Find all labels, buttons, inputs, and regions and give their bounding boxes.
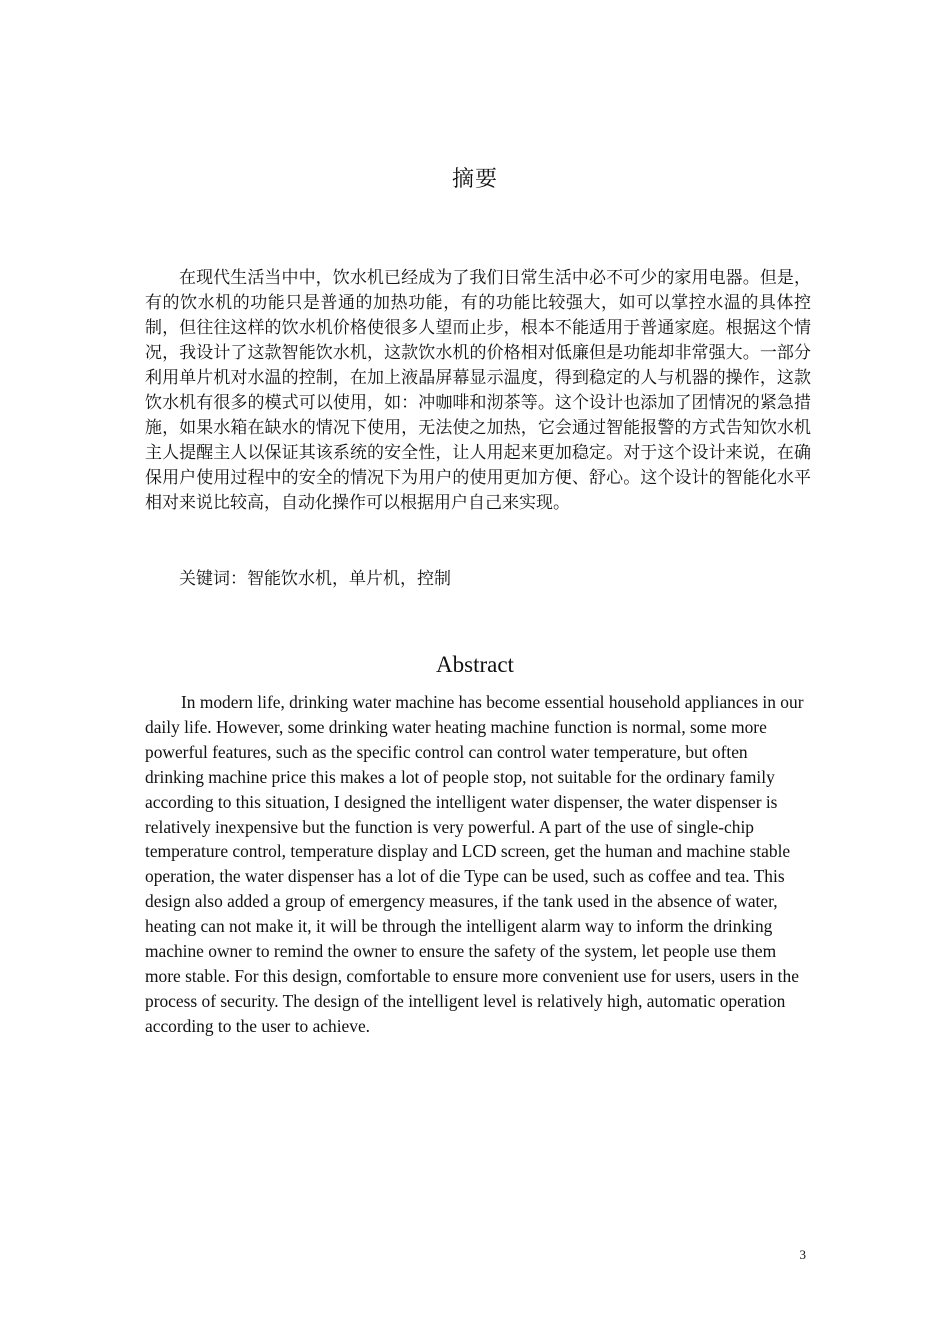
english-abstract-title: Abstract — [436, 652, 514, 677]
chinese-abstract-body: 在现代生活当中中，饮水机已经成为了我们日常生活中必不可少的家用电器。但是，有的饮水机的功能只是普通的加热功能，有的功能比较强大，如可以掌控水温的具体控制，但往往这样的饮水机价格使很多人望而止步，根本不能适用于普通家庭。根据这个情况，我设计了这款智能饮水机，这款饮水机的价格相对低廉但是功能却非常强大。一部分利用单片机对水温的控制，在加上液晶屏幕显示温度，得到稳定的人与机器的操作，这款饮水机有很多的模式可以使用，如：冲咖啡和沏茶等。这个设计也添加了团情况的紧急措施，如果水箱在缺水的情况下使用，无法使之加热，它会通过智能报警的方式告知饮水机主人提醒主人以保证其该系统的安全性，让人用起来更加稳定。对于这个设计来说，在确保用户使用过程中的安全的情况下为用户的使用更加方便、舒心。这个设计的智能化水平相对来说比较高，自动化操作可以根据用户自己来实现。 — [145, 268, 811, 513]
chinese-abstract-title: 摘要 — [451, 167, 498, 192]
chinese-keywords: 关键词：智能饮水机，单片机，控制 — [179, 569, 451, 589]
english-abstract-body: In modern life, drinking water machine has become essential household appliances in our daily life. However, some drinking water heating machine function is normal, some more powerful features, such as the specific control can control water temperature, but often drinking machine price this makes a lot of people stop, not suitable for the ordinary family according to this situation, I designed the intelligent water dispenser, the water dispenser is relatively inexpensive but the function is very powerful. A part of the use of single-chip temperature control, temperature display and LCD screen, get the human and machine stable operation, the water dispenser has a lot of die Type can be used, such as coffee and tea. This design also added a group of emergency measures, if the tank used in the absence of water, heating can not make it, it will be through the intelligent alarm way to inform the drinking machine owner to remind the owner to ensure the safety of the system, let people use them more stable. For this design, comfortable to ensure more convenient use for users, users in the process of security. The design of the intelligent level is relatively high, automatic operation according to the user to achieve. — [145, 692, 804, 1036]
page-number: 3 — [799, 1247, 806, 1262]
